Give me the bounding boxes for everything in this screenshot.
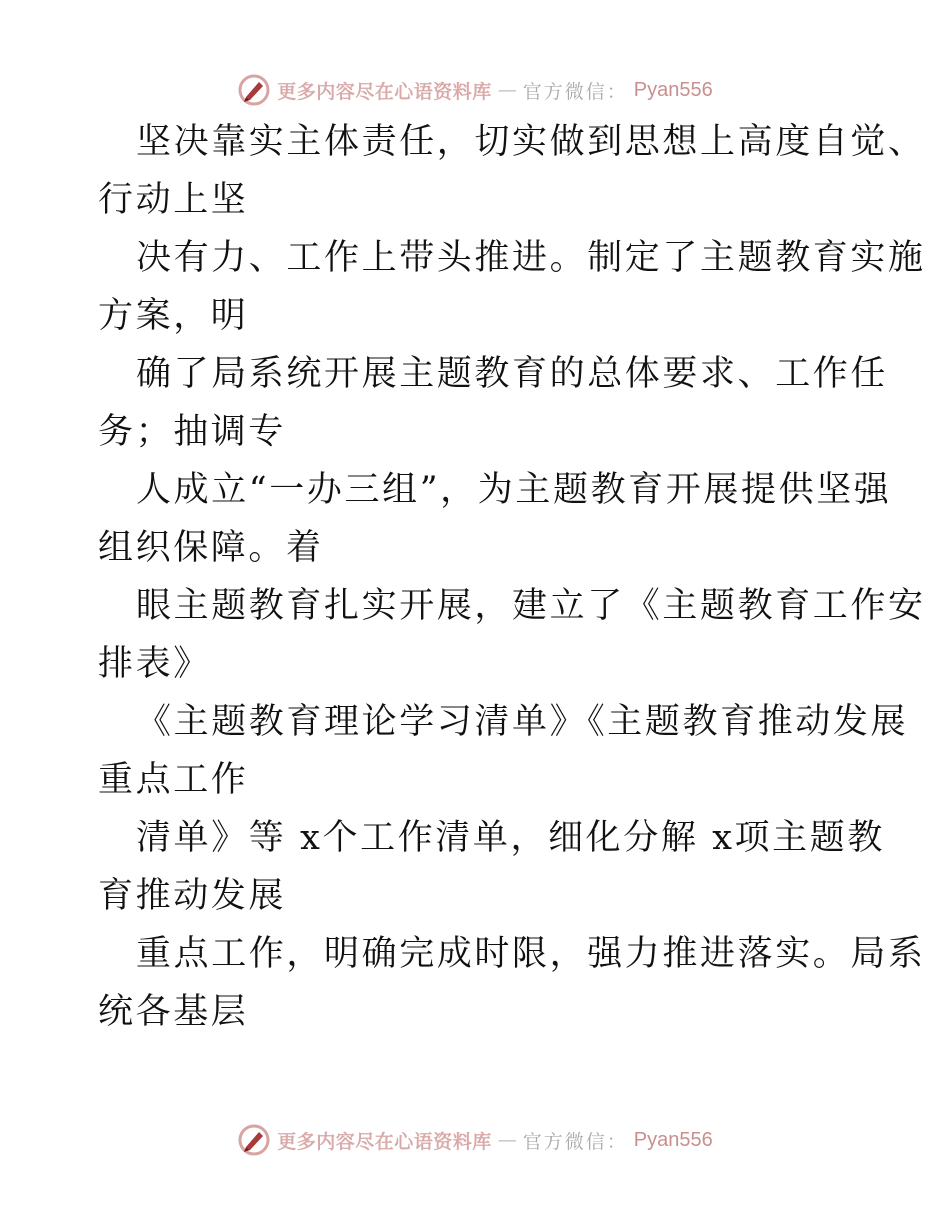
watermark-wechat-id: Pyan556 bbox=[633, 78, 713, 101]
watermark-dash: — bbox=[497, 1129, 517, 1151]
body-line: 坚决靠实主体责任，切实做到思想上高度自觉、 bbox=[136, 122, 926, 162]
watermark-title: 更多内容尽在心语资料库 bbox=[277, 80, 492, 103]
body-line: 人成立“一办三组”，为主题教育开展提供坚强 bbox=[136, 470, 892, 510]
body-line: 排表》 bbox=[98, 644, 211, 684]
watermark-title: 更多内容尽在心语资料库 bbox=[277, 1130, 492, 1153]
pen-logo-icon bbox=[237, 1123, 271, 1157]
watermark-wechat-id: Pyan556 bbox=[633, 1128, 713, 1151]
body-line: 重点工作，明确完成时限，强力推进落实。局系 bbox=[136, 934, 926, 974]
watermark-official-label: 官方微信： bbox=[522, 80, 628, 103]
body-line: 确了局系统开展主题教育的总体要求、工作任 bbox=[136, 354, 889, 394]
body-line: 《主题教育理论学习清单》《主题教育推动发展 bbox=[136, 702, 909, 742]
body-line: 清单》等 x个工作清单，细化分解 x项主题教 bbox=[136, 818, 885, 858]
watermark-official-label: 官方微信： bbox=[522, 1130, 628, 1153]
body-line: 统各基层 bbox=[98, 992, 249, 1032]
body-line: 务；抽调专 bbox=[98, 412, 287, 452]
body-line: 决有力、工作上带头推进。制定了主题教育实施 bbox=[136, 238, 926, 278]
body-line: 育推动发展 bbox=[98, 876, 287, 916]
body-line: 组织保障。着 bbox=[98, 528, 324, 568]
body-line: 重点工作 bbox=[98, 760, 249, 800]
body-line: 眼主题教育扎实开展，建立了《主题教育工作安 bbox=[136, 586, 926, 626]
header-watermark bbox=[0, 70, 950, 110]
body-line: 行动上坚 bbox=[98, 180, 249, 220]
pen-logo-icon bbox=[237, 73, 271, 107]
body-line: 方案，明 bbox=[98, 296, 249, 336]
footer-watermark bbox=[0, 1120, 950, 1160]
watermark-dash: — bbox=[497, 79, 517, 101]
